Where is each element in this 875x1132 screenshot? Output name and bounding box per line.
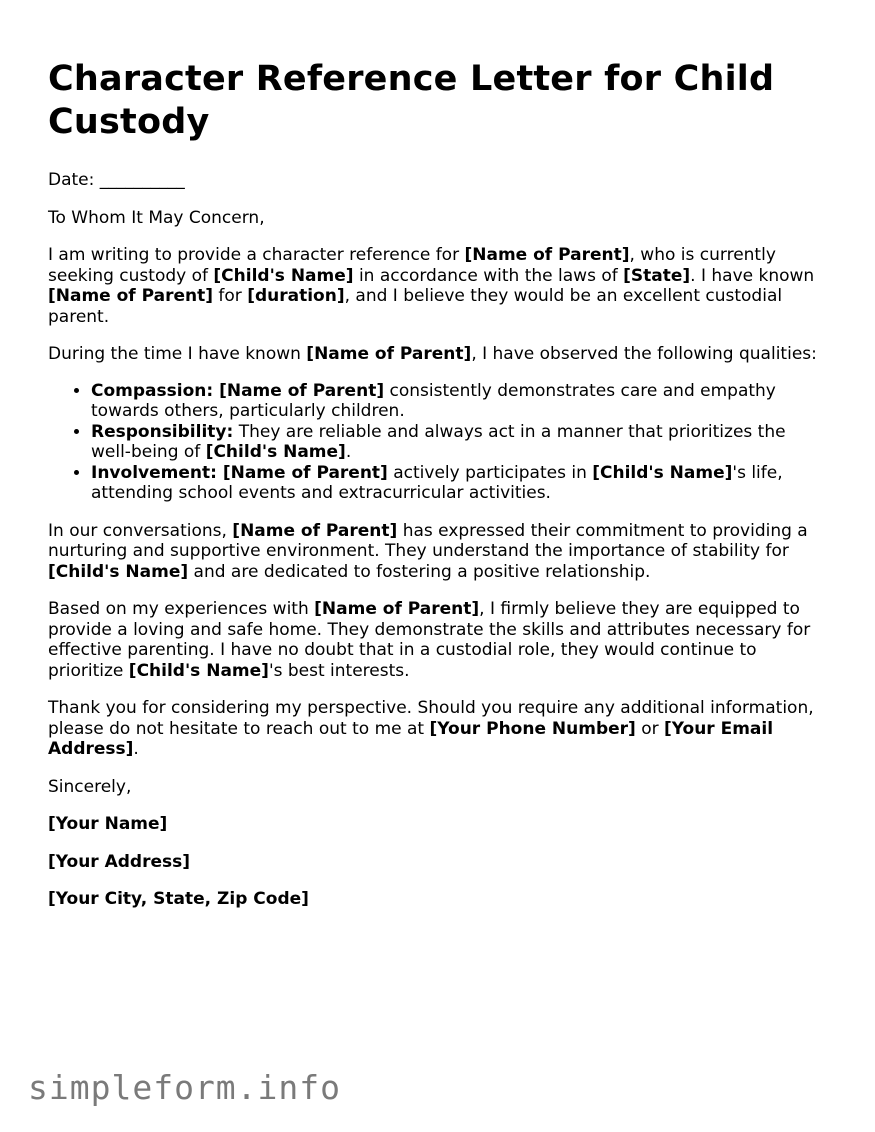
text-span: . <box>345 442 352 462</box>
text-span: 's life, attending school events and extracurricular activities. <box>91 462 783 503</box>
placeholder-name-of-parent: [Name of Parent] <box>48 286 214 306</box>
text-span: , who is currently seeking custody of <box>48 245 776 286</box>
list-item-involvement <box>91 463 828 504</box>
text-span: , I have observed the following qualities: <box>471 344 817 364</box>
text-span: In our conversations, <box>48 520 233 541</box>
contact-paragraph <box>48 698 828 760</box>
quality-heading: Involvement: [Name of Parent] <box>91 462 388 483</box>
quality-heading: Responsibility: <box>91 421 234 442</box>
text-span: . <box>133 739 139 759</box>
experiences-paragraph <box>48 599 828 681</box>
text-span: Based on my experiences with <box>48 599 315 619</box>
date-line: Date: __________ <box>48 170 185 190</box>
signature-address <box>48 852 828 873</box>
placeholder-childs-name: [Child's Name] <box>213 265 354 286</box>
text-span: or <box>635 718 664 739</box>
signature-name <box>48 814 828 835</box>
text-span: They are reliable and always act in a manner that prioritizes the well-being of <box>91 421 786 462</box>
intro-paragraph <box>48 245 828 327</box>
watermark: simpleform.info <box>28 1068 342 1107</box>
qualities-list <box>48 381 828 504</box>
placeholder-email-address: [Your Email Address] <box>48 718 774 759</box>
text-span: Thank you for considering my perspective. Should you require any additional information, please do not hesitate to reach out to me at <box>48 698 814 739</box>
signature-block <box>48 814 828 910</box>
letter-document <box>48 58 828 927</box>
text-span: . I have known <box>690 265 815 286</box>
quality-heading: Compassion: [Name of Parent] <box>91 380 385 401</box>
conversations-paragraph <box>48 521 828 583</box>
text-span: has expressed their commitment to providing a nurturing and supportive environment. They understand the importance of stability for <box>48 520 808 561</box>
placeholder-city-state-zip: [Your City, State, Zip Code] <box>48 889 309 909</box>
placeholder-name-of-parent: [Name of Parent] <box>306 344 472 364</box>
list-item-compassion <box>91 381 828 422</box>
text-span: , and I believe they would be an excellent custodial parent. <box>48 286 783 327</box>
placeholder-name-of-parent: [Name of Parent] <box>314 599 480 619</box>
placeholder-name-of-parent: [Name of Parent] <box>464 245 630 265</box>
text-span: consistently demonstrates care and empathy towards others, particularly children. <box>91 380 776 421</box>
text-span: , I firmly believe they are equipped to provide a loving and safe home. They demonstrate the skills and attributes necessary for effective parenting. I have no doubt that in a custodial role, they would continue to prioritize <box>48 599 811 681</box>
placeholder-your-address: [Your Address] <box>48 851 191 872</box>
text-span: actively participates in <box>387 462 593 483</box>
placeholder-duration: [duration] <box>247 286 345 306</box>
text-span: During the time I have known <box>48 344 307 364</box>
text-span: I am writing to provide a character reference for <box>48 245 465 265</box>
placeholder-phone-number: [Your Phone Number] <box>429 718 636 739</box>
qualities-intro-paragraph <box>48 344 828 365</box>
text-span: for <box>213 286 248 306</box>
salutation: To Whom It May Concern, <box>48 207 265 228</box>
text-span: in accordance with the laws of <box>353 265 624 286</box>
page-title: Character Reference Letter for Child Custody <box>48 59 775 142</box>
text-span: and are dedicated to fostering a positive relationship. <box>188 561 651 582</box>
closing: Sincerely, <box>48 776 132 797</box>
placeholder-childs-name: [Child's Name] <box>48 561 189 582</box>
placeholder-name-of-parent: [Name of Parent] <box>232 520 398 541</box>
placeholder-your-name: [Your Name] <box>48 814 168 834</box>
placeholder-childs-name: [Child's Name] <box>205 442 346 462</box>
signature-city-state-zip <box>48 889 828 910</box>
text-span: 's best interests. <box>268 660 410 681</box>
placeholder-childs-name: [Child's Name] <box>128 660 269 681</box>
placeholder-childs-name: [Child's Name] <box>592 462 733 483</box>
placeholder-state: [State] <box>623 265 691 286</box>
list-item-responsibility <box>91 422 828 463</box>
